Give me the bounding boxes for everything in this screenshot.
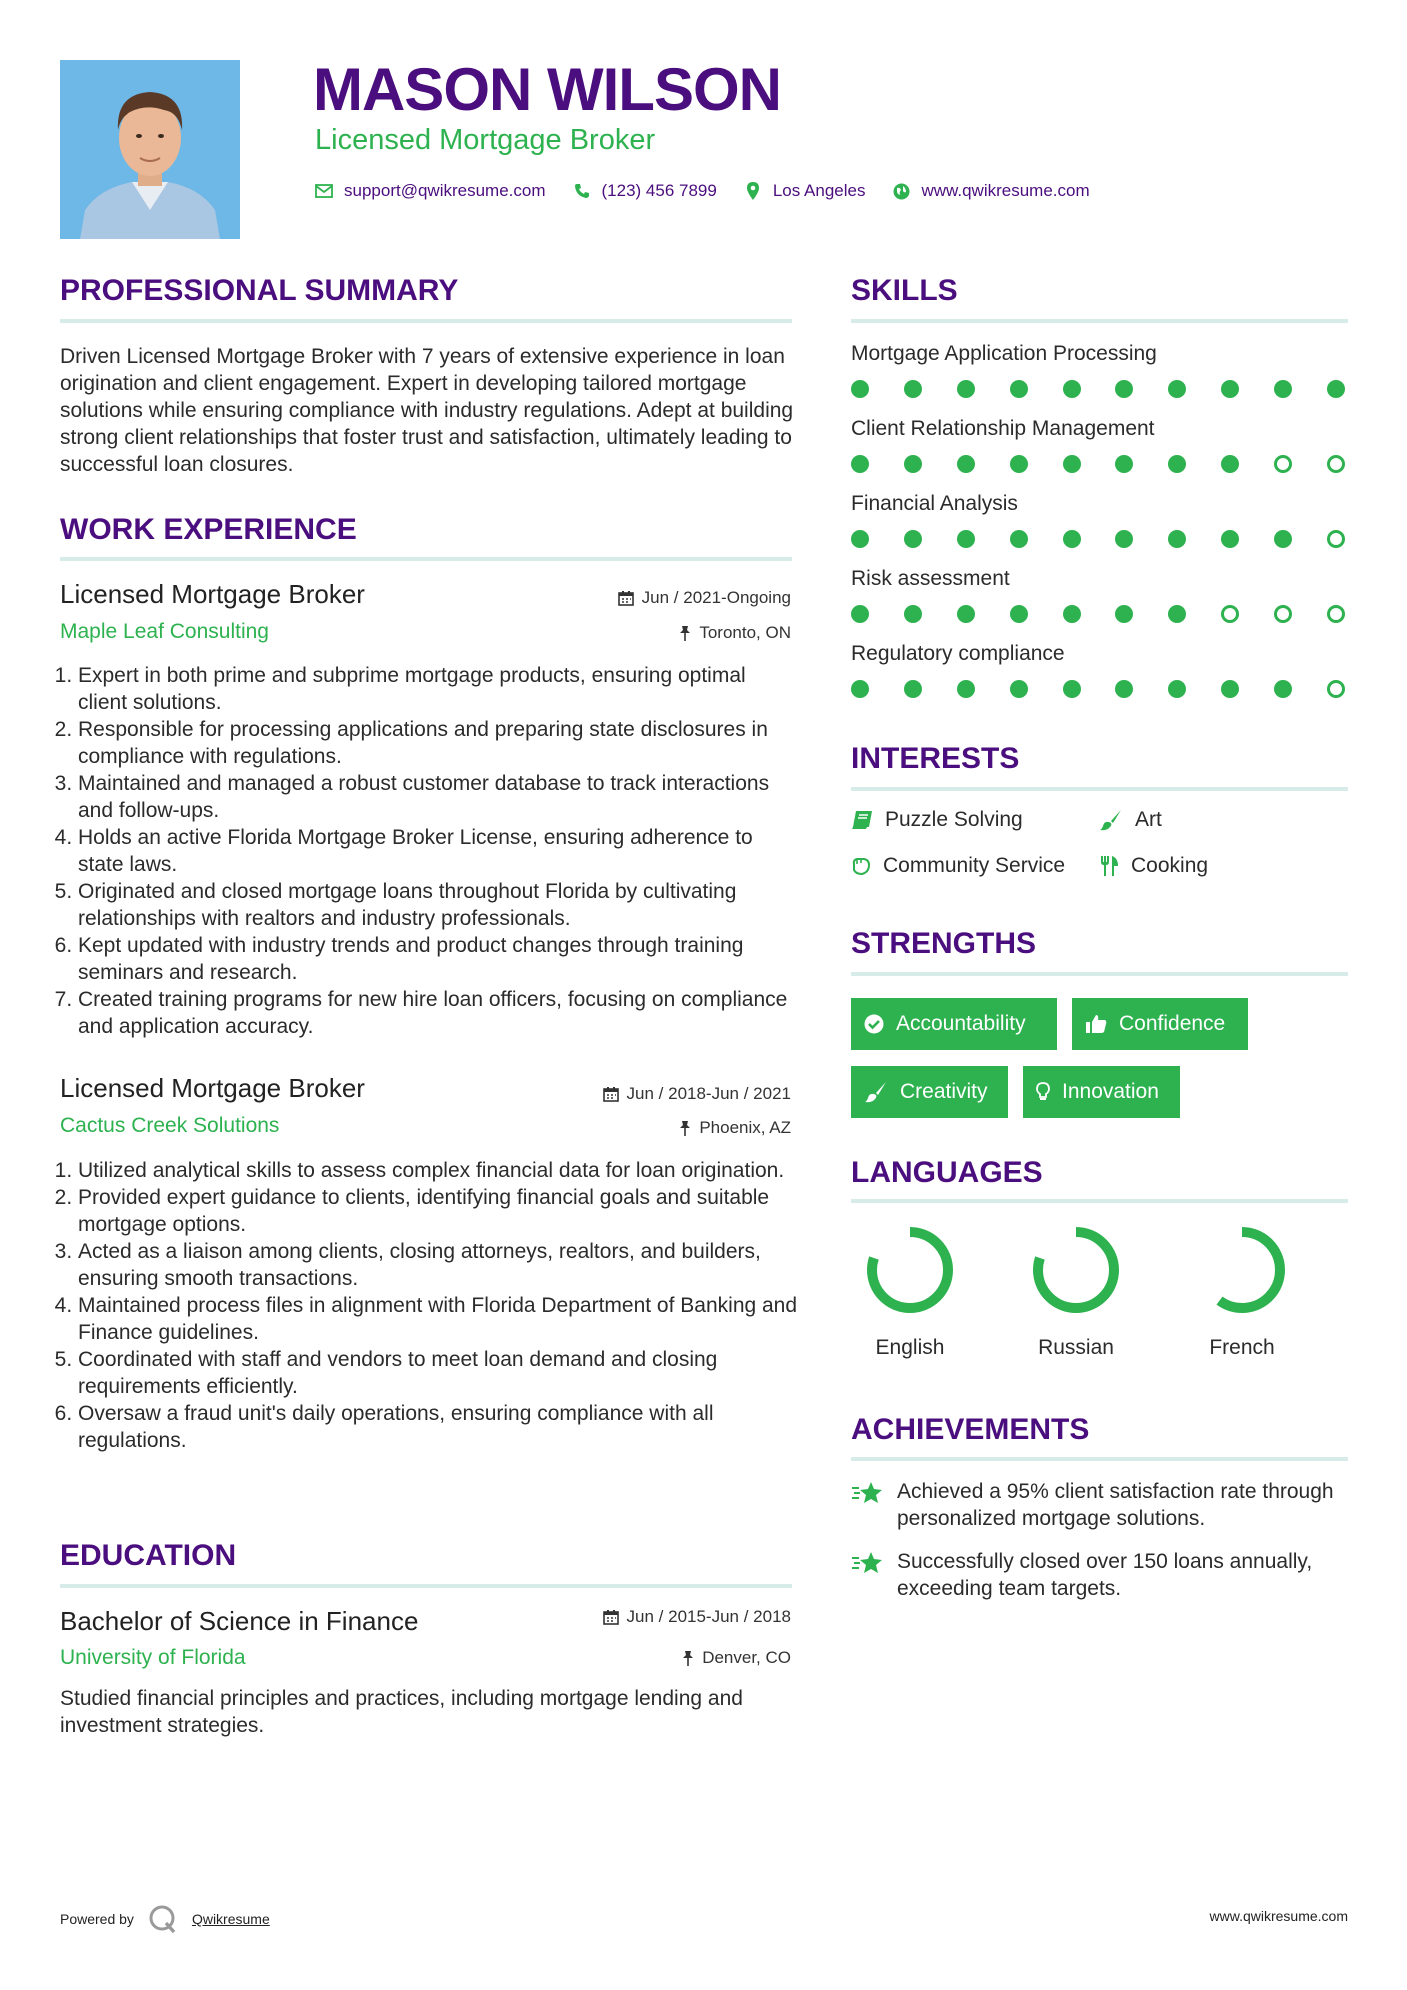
qwikresume-logo-icon <box>148 1904 178 1934</box>
hand-icon <box>851 856 871 876</box>
job-2-location: Phoenix, AZ <box>699 1118 791 1137</box>
job-1-dates: Jun / 2021-Ongoing <box>641 588 791 607</box>
strength-badge <box>1072 998 1248 1050</box>
strength-label: Confidence <box>1119 1012 1226 1035</box>
skill-dot-filled <box>1063 380 1081 398</box>
skill-name: Regulatory compliance <box>851 642 1065 665</box>
language-ring <box>1197 1225 1287 1315</box>
strength-badge <box>851 998 1057 1050</box>
skill-rating <box>851 603 1345 625</box>
powered-by-label: Powered by <box>60 1911 134 1927</box>
achievement-item <box>851 1548 1348 1602</box>
skill-dot-filled <box>1063 605 1081 623</box>
job-2-bullet: 2. Provided expert guidance to clients, identifying financial goals and suitable mortgage options. <box>78 1184 800 1238</box>
strengths-heading: STRENGTHS <box>851 927 1037 960</box>
envelope-icon <box>314 181 334 201</box>
skill-name: Financial Analysis <box>851 492 1018 515</box>
qwikresume-link[interactable]: Qwikresume <box>191 1911 270 1927</box>
interests-heading: INTERESTS <box>851 742 1020 775</box>
skill-rating <box>851 528 1345 550</box>
skill-dot-filled <box>904 380 922 398</box>
job-2-company: Cactus Creek Solutions <box>60 1114 280 1137</box>
job-2-bullet: 3. Acted as a liaison among clients, closing attorneys, realtors, and builders, ensuring smooth transactions. <box>78 1238 800 1292</box>
skill-rating <box>851 678 1345 700</box>
skill-dot-filled <box>851 680 869 698</box>
contact-bar <box>314 178 1106 204</box>
job-2-dates: Jun / 2018-Jun / 2021 <box>626 1084 791 1103</box>
calendar-icon <box>618 590 634 606</box>
skill-dot-filled <box>1115 380 1133 398</box>
interest-item <box>851 854 1065 878</box>
job-1-location-row <box>540 623 791 643</box>
skill-dot-filled <box>1010 605 1028 623</box>
skill-dot-empty <box>1327 605 1345 623</box>
job-2-bullet: 5. Coordinated with staff and vendors to meet loan demand and closing requirements efficiently. <box>78 1346 800 1400</box>
skill-dot-filled <box>904 605 922 623</box>
skill-dot-filled <box>1274 680 1292 698</box>
skill-dot-filled <box>1115 455 1133 473</box>
skill-dot-filled <box>1063 455 1081 473</box>
skill-name: Mortgage Application Processing <box>851 342 1157 365</box>
language-ring-arc <box>1038 1232 1114 1308</box>
education-dates-row <box>540 1607 791 1627</box>
language-item <box>1182 1225 1302 1360</box>
skill-rating <box>851 453 1345 475</box>
strength-label: Creativity <box>900 1080 988 1103</box>
footer-url[interactable]: www.qwikresume.com <box>1209 1908 1348 1924</box>
skill-dot-filled <box>1168 605 1186 623</box>
skill-dot-filled <box>1274 380 1292 398</box>
skill-dot-filled <box>1327 380 1345 398</box>
skill-row <box>851 342 1345 400</box>
star-award-icon <box>851 1550 885 1602</box>
education-school: University of Florida <box>60 1646 246 1669</box>
skill-dot-filled <box>1010 530 1028 548</box>
skill-row <box>851 417 1345 475</box>
education-description: Studied financial principles and practices, including mortgage lending and investment strategies. <box>60 1687 743 1737</box>
brush-icon <box>864 1081 888 1103</box>
skill-dot-filled <box>1010 680 1028 698</box>
job-1-title: Licensed Mortgage Broker <box>60 579 365 609</box>
strength-label: Innovation <box>1062 1080 1159 1103</box>
summary-rule <box>60 319 792 323</box>
education-dates: Jun / 2015-Jun / 2018 <box>626 1607 791 1626</box>
achievement-text: Successfully closed over 150 loans annually, exceeding team targets. <box>897 1550 1313 1600</box>
job-1-location: Toronto, ON <box>699 623 791 642</box>
skill-dot-filled <box>851 380 869 398</box>
skill-dot-filled <box>1168 455 1186 473</box>
globe-icon <box>891 181 911 201</box>
interest-item <box>851 808 1023 832</box>
skill-row <box>851 567 1345 625</box>
calendar-icon <box>603 1609 619 1625</box>
education-heading: EDUCATION <box>60 1539 237 1572</box>
contact-location: Los Angeles <box>772 181 866 200</box>
achievements-rule <box>851 1457 1348 1461</box>
utensils-icon <box>1099 855 1119 877</box>
skill-dot-filled <box>1168 530 1186 548</box>
skill-dot-filled <box>904 455 922 473</box>
language-label: Russian <box>1038 1336 1114 1359</box>
interests-rule <box>851 787 1348 791</box>
skill-dot-filled <box>1221 455 1239 473</box>
education-location-row <box>540 1648 791 1668</box>
languages-heading: LANGUAGES <box>851 1156 1043 1189</box>
strength-badge <box>851 1066 1008 1118</box>
job-1-bullet: 3. Maintained and managed a robust customer database to track interactions and follow-ups. <box>78 770 800 824</box>
job-1-bullet: 4. Holds an active Florida Mortgage Broker License, ensuring adherence to state laws. <box>78 824 800 878</box>
skill-dot-filled <box>851 605 869 623</box>
job-1-bullet: 5. Originated and closed mortgage loans throughout Florida by cultivating relationships with realtors and industry professionals. <box>78 878 800 932</box>
interest-item <box>1099 854 1208 878</box>
language-ring <box>1031 1225 1121 1315</box>
skills-rule <box>851 319 1348 323</box>
skill-dot-filled <box>957 455 975 473</box>
job-2-dates-row <box>540 1084 791 1104</box>
lightbulb-icon <box>1036 1082 1050 1102</box>
skill-name: Risk assessment <box>851 567 1010 590</box>
profile-photo <box>60 60 240 239</box>
contact-email[interactable]: support@qwikresume.com <box>344 181 546 200</box>
calendar-icon <box>603 1086 619 1102</box>
language-label: French <box>1209 1336 1275 1359</box>
experience-rule <box>60 557 792 561</box>
language-ring <box>865 1225 955 1315</box>
skills-heading: SKILLS <box>851 274 958 307</box>
interest-label: Cooking <box>1131 854 1209 877</box>
skill-dot-filled <box>904 530 922 548</box>
job-2-bullets <box>60 1157 800 1454</box>
job-1-bullet: 2. Responsible for processing applications and preparing state disclosures in compliance with regulations. <box>78 716 800 770</box>
skill-dot-empty <box>1327 530 1345 548</box>
skill-dot-empty <box>1274 455 1292 473</box>
skill-dot-filled <box>1221 530 1239 548</box>
candidate-title: Licensed Mortgage Broker <box>315 124 656 156</box>
language-item <box>850 1225 970 1360</box>
skill-dot-empty <box>1327 680 1345 698</box>
check-circle-icon <box>864 1014 884 1034</box>
phone-icon <box>572 181 592 201</box>
language-label: English <box>875 1336 945 1359</box>
skill-dot-filled <box>1221 380 1239 398</box>
skill-dot-filled <box>851 455 869 473</box>
achievements-heading: ACHIEVEMENTS <box>851 1413 1090 1446</box>
skill-dot-filled <box>904 680 922 698</box>
skill-dot-empty <box>1221 605 1239 623</box>
candidate-name: MASON WILSON <box>313 56 781 123</box>
strength-badge <box>1023 1066 1180 1118</box>
skill-dot-filled <box>1274 530 1292 548</box>
skill-dot-filled <box>1168 380 1186 398</box>
skill-dot-filled <box>957 530 975 548</box>
skill-dot-filled <box>1010 380 1028 398</box>
experience-heading: WORK EXPERIENCE <box>60 513 357 546</box>
job-1-company: Maple Leaf Consulting <box>60 620 269 643</box>
skill-dot-filled <box>1010 455 1028 473</box>
skill-dot-filled <box>1168 680 1186 698</box>
achievement-text: Achieved a 95% client satisfaction rate through personalized mortgage solutions. <box>897 1480 1334 1530</box>
languages-rule <box>851 1199 1348 1203</box>
job-2-bullet: 6. Oversaw a fraud unit's daily operations, ensuring compliance with all regulations. <box>78 1400 800 1454</box>
star-award-icon <box>851 1480 885 1532</box>
skill-rating <box>851 378 1345 400</box>
job-2-bullet: 4. Maintained process files in alignment with Florida Department of Banking and Finance guidelines. <box>78 1292 800 1346</box>
pushpin-icon <box>679 625 691 641</box>
language-item <box>1016 1225 1136 1360</box>
strength-label: Accountability <box>896 1012 1026 1035</box>
skill-row <box>851 492 1345 550</box>
summary-heading: PROFESSIONAL SUMMARY <box>60 274 459 307</box>
pushpin-icon <box>679 1120 691 1136</box>
job-1-dates-row <box>540 588 791 608</box>
skill-dot-filled <box>1063 530 1081 548</box>
book-icon <box>851 810 873 830</box>
job-2-location-row <box>540 1118 791 1138</box>
job-1-bullet: 7. Created training programs for new hire loan officers, focusing on compliance and application accuracy. <box>78 986 800 1040</box>
interest-label: Puzzle Solving <box>885 808 1023 831</box>
education-degree: Bachelor of Science in Finance <box>60 1606 419 1636</box>
interest-item <box>1099 808 1162 832</box>
job-2-title: Licensed Mortgage Broker <box>60 1073 365 1103</box>
skill-dot-empty <box>1327 455 1345 473</box>
interest-label: Community Service <box>883 854 1066 877</box>
achievement-item <box>851 1478 1348 1532</box>
map-pin-icon <box>743 181 763 201</box>
summary-text: Driven Licensed Mortgage Broker with 7 years of extensive experience in loan origination and client engagement. Expert in developing tailored mortgage solutions while ensuring compliance with industry regulations. Adept at building strong client relationships that foster trust and satisfaction, ultimately leading to successful loan closures. <box>60 345 794 476</box>
skill-dot-filled <box>957 605 975 623</box>
job-2-bullet: 1. Utilized analytical skills to assess complex financial data for loan origination. <box>78 1157 800 1184</box>
language-ring-arc <box>872 1232 948 1308</box>
thumbs-up-icon <box>1085 1014 1107 1034</box>
skill-dot-filled <box>851 530 869 548</box>
education-rule <box>60 1584 792 1588</box>
skill-dot-filled <box>1115 605 1133 623</box>
skill-dot-empty <box>1274 605 1292 623</box>
job-1-bullets <box>60 662 800 1040</box>
skill-dot-filled <box>957 380 975 398</box>
contact-phone[interactable]: (123) 456 7899 <box>601 181 717 200</box>
skill-dot-filled <box>1115 530 1133 548</box>
footer-powered <box>60 1904 270 1934</box>
pushpin-icon <box>682 1650 694 1666</box>
strengths-rule <box>851 972 1348 976</box>
skill-name: Client Relationship Management <box>851 417 1155 440</box>
skill-dot-filled <box>1115 680 1133 698</box>
interest-label: Art <box>1135 808 1162 831</box>
education-location: Denver, CO <box>702 1648 791 1667</box>
contact-website[interactable]: www.qwikresume.com <box>921 181 1090 200</box>
brush-icon <box>1099 809 1123 831</box>
skill-row <box>851 642 1345 700</box>
job-1-bullet: 6. Kept updated with industry trends and product changes through training seminars and research. <box>78 932 800 986</box>
skill-dot-filled <box>1221 680 1239 698</box>
language-ring-arc <box>1204 1232 1280 1308</box>
skill-dot-filled <box>1063 680 1081 698</box>
job-1-bullet: 1. Expert in both prime and subprime mortgage products, ensuring optimal client solutions. <box>78 662 800 716</box>
skill-dot-filled <box>957 680 975 698</box>
